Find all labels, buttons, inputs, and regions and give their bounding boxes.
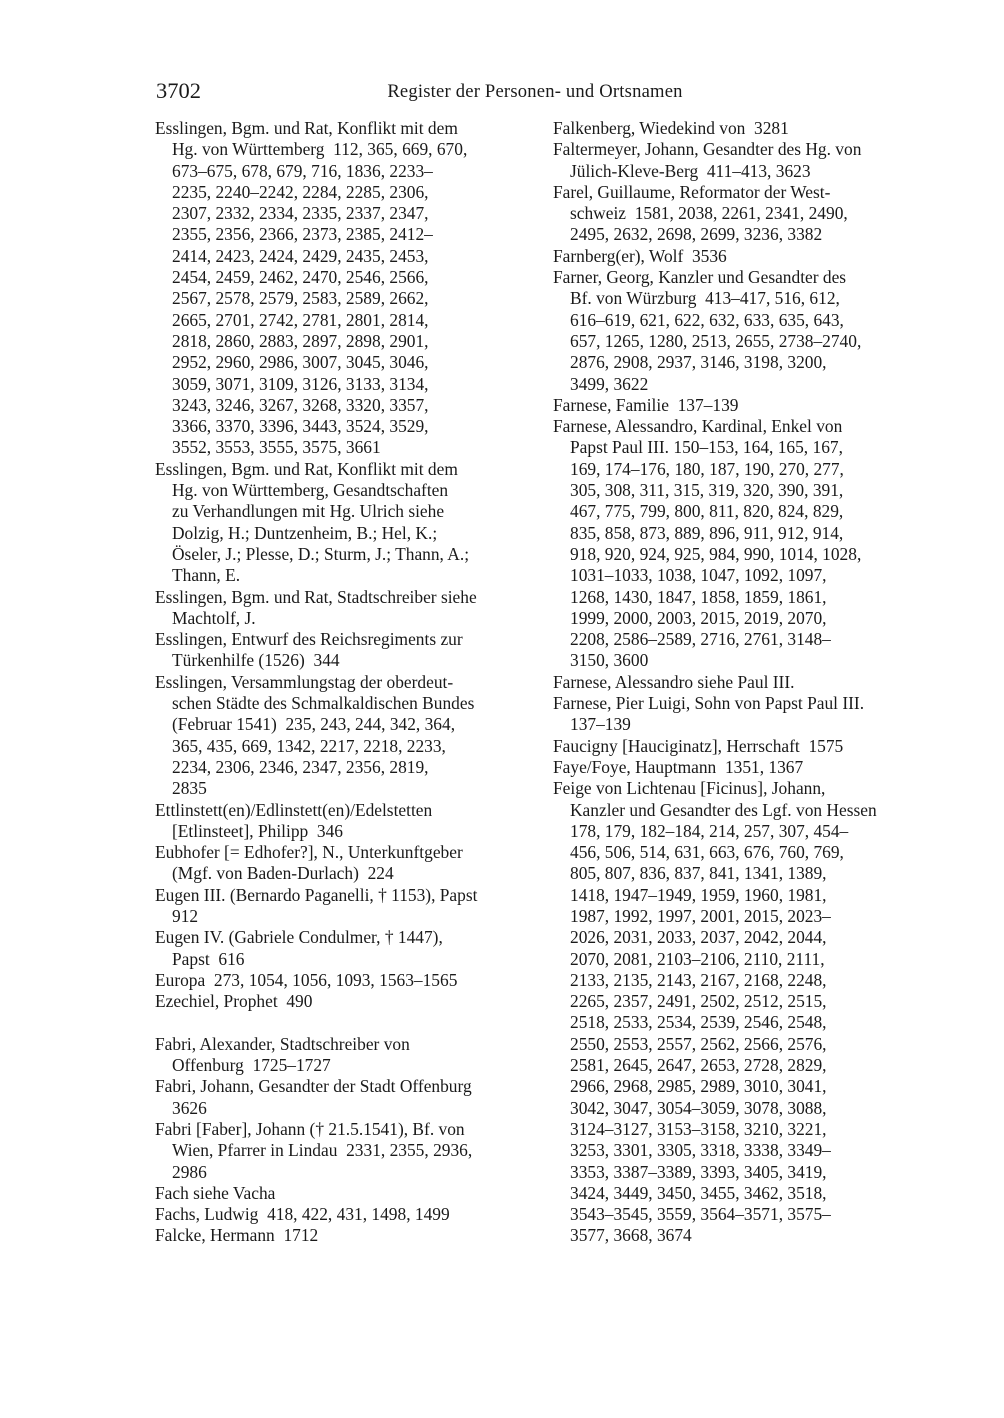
index-entry xyxy=(155,885,539,928)
index-entry xyxy=(553,118,937,139)
index-columns xyxy=(155,118,937,1247)
entry-continuation-line: 3243, 3246, 3267, 3268, 3320, 3357, xyxy=(172,394,429,415)
index-entry xyxy=(155,587,539,630)
entry-continuation-line: 2133, 2135, 2143, 2167, 2168, 2248, xyxy=(570,969,827,990)
entry-continuation-line: schen Städte des Schmalkaldischen Bundes xyxy=(172,693,475,714)
entry-continuation-line: Offenburg 1725–1727 xyxy=(172,1055,331,1076)
entry-continuation-line: 2966, 2968, 2985, 2989, 3010, 3041, xyxy=(570,1076,827,1097)
entry-first-line: Farnese, Alessandro, Kardinal, Enkel von xyxy=(553,416,843,437)
entry-continuation-line: 2581, 2645, 2647, 2653, 2728, 2829, xyxy=(570,1055,827,1076)
index-entry xyxy=(553,416,937,672)
entry-continuation-line: 2952, 2960, 2986, 3007, 3045, 3046, xyxy=(172,352,429,373)
entry-first-line: Farner, Georg, Kanzler und Gesandter des xyxy=(553,267,847,288)
index-entry xyxy=(553,267,937,395)
entry-continuation-line: 1268, 1430, 1847, 1858, 1859, 1861, xyxy=(570,586,827,607)
entry-continuation-line: Öseler, J.; Plesse, D.; Sturm, J.; Thann, A.; xyxy=(172,543,470,564)
index-entry xyxy=(553,182,937,246)
entry-continuation-line: 2234, 2306, 2346, 2347, 2356, 2819, xyxy=(172,756,429,777)
entry-continuation-line: 2567, 2578, 2579, 2583, 2589, 2662, xyxy=(172,288,429,309)
entry-first-line: Fach siehe Vacha xyxy=(155,1182,276,1203)
entry-continuation-line: 2518, 2533, 2534, 2539, 2546, 2548, xyxy=(570,1012,827,1033)
entry-first-line: Eubhofer [= Edhofer?], N., Unterkunftgeber xyxy=(155,842,463,863)
entry-continuation-line: [Etlinsteet], Philipp 346 xyxy=(172,820,343,841)
index-entry xyxy=(553,736,937,757)
entry-continuation-line: 169, 174–176, 180, 187, 190, 270, 277, xyxy=(570,458,844,479)
entry-continuation-line: 137–139 xyxy=(570,714,631,735)
running-header xyxy=(155,77,937,107)
entry-first-line: Faltermeyer, Johann, Gesandter des Hg. von xyxy=(553,139,862,160)
entry-continuation-line: Thann, E. xyxy=(172,565,241,586)
entry-first-line: Eugen III. (Bernardo Paganelli, † 1153), Papst xyxy=(155,884,478,905)
entry-continuation-line: Wien, Pfarrer in Lindau 2331, 2355, 2936, xyxy=(172,1140,473,1161)
entry-continuation-line: 2026, 2031, 2033, 2037, 2042, 2044, xyxy=(570,927,827,948)
entry-first-line: Fabri [Faber], Johann († 21.5.1541), Bf. von xyxy=(155,1118,465,1139)
entry-continuation-line: 657, 1265, 1280, 2513, 2655, 2738–2740, xyxy=(570,330,862,351)
index-entry xyxy=(155,1119,539,1183)
entry-continuation-line: 305, 308, 311, 315, 319, 320, 390, 391, xyxy=(570,480,844,501)
entry-continuation-line: 2307, 2332, 2334, 2335, 2337, 2347, xyxy=(172,203,429,224)
entry-continuation-line: 3577, 3668, 3674 xyxy=(570,1225,692,1246)
index-entry xyxy=(155,991,539,1012)
entry-first-line: Esslingen, Bgm. und Rat, Stadtschreiber siehe xyxy=(155,586,477,607)
entry-first-line: Ettlinstett(en)/Edlinstett(en)/Edelstetten xyxy=(155,799,433,820)
entry-continuation-line: zu Verhandlungen mit Hg. Ulrich siehe xyxy=(172,501,445,522)
entry-continuation-line: 2454, 2459, 2462, 2470, 2546, 2566, xyxy=(172,267,429,288)
entry-continuation-line: 3150, 3600 xyxy=(570,650,649,671)
index-entry xyxy=(155,842,539,885)
entry-first-line: Esslingen, Bgm. und Rat, Konflikt mit dem xyxy=(155,458,458,479)
entry-first-line: Farnberg(er), Wolf 3536 xyxy=(553,245,727,266)
entry-continuation-line: 3059, 3071, 3109, 3126, 3133, 3134, xyxy=(172,373,429,394)
entry-continuation-line: schweiz 1581, 2038, 2261, 2341, 2490, xyxy=(570,203,848,224)
index-entry xyxy=(155,927,539,970)
entry-first-line: Esslingen, Versammlungstag der oberdeut- xyxy=(155,671,454,692)
entry-continuation-line: 912 xyxy=(172,905,199,926)
entry-continuation-line: 835, 858, 873, 889, 896, 911, 912, 914, xyxy=(570,522,844,543)
entry-continuation-line: 3424, 3449, 3450, 3455, 3462, 3518, xyxy=(570,1182,827,1203)
entry-continuation-line: Papst Paul III. 150–153, 164, 165, 167, xyxy=(570,437,843,458)
index-entry xyxy=(155,118,539,459)
entry-continuation-line: 1987, 1992, 1997, 2001, 2015, 2023– xyxy=(570,905,831,926)
entry-first-line: Farnese, Familie 137–139 xyxy=(553,394,739,415)
entry-continuation-line: Hg. von Württemberg 112, 365, 669, 670, xyxy=(172,139,468,160)
index-entry xyxy=(553,246,937,267)
index-entry xyxy=(155,629,539,672)
entry-first-line: Farel, Guillaume, Reformator der West- xyxy=(553,181,831,202)
entry-continuation-line: Papst 616 xyxy=(172,948,245,969)
index-entry xyxy=(553,139,937,182)
entry-continuation-line: (Mgf. von Baden-Durlach) 224 xyxy=(172,863,394,884)
entry-first-line: Falkenberg, Wiedekind von 3281 xyxy=(553,118,789,138)
entry-continuation-line: 2235, 2240–2242, 2284, 2285, 2306, xyxy=(172,181,429,202)
running-title: Register der Personen- und Ortsnamen xyxy=(387,81,683,102)
entry-continuation-line: 3543–3545, 3559, 3564–3571, 3575– xyxy=(570,1204,831,1225)
index-entry xyxy=(155,672,539,800)
index-entry xyxy=(155,800,539,843)
index-entry xyxy=(155,1076,539,1119)
entry-continuation-line: 1418, 1947–1949, 1959, 1960, 1981, xyxy=(570,884,827,905)
entry-first-line: Fachs, Ludwig 418, 422, 431, 1498, 1499 xyxy=(155,1204,450,1225)
entry-continuation-line: 2070, 2081, 2103–2106, 2110, 2111, xyxy=(570,948,825,969)
entry-first-line: Farnese, Alessandro siehe Paul III. xyxy=(553,671,795,692)
entry-continuation-line: 467, 775, 799, 800, 811, 820, 824, 829, xyxy=(570,501,844,522)
entry-continuation-line: 3499, 3622 xyxy=(570,373,649,394)
entry-continuation-line: 1999, 2000, 2003, 2015, 2019, 2070, xyxy=(570,607,827,628)
entry-continuation-line: 3552, 3553, 3555, 3575, 3661 xyxy=(172,437,381,458)
entry-continuation-line: Türkenhilfe (1526) 344 xyxy=(172,650,340,671)
index-entry xyxy=(155,1183,539,1204)
index-entry xyxy=(155,970,539,991)
entry-continuation-line: 2208, 2586–2589, 2716, 2761, 3148– xyxy=(570,629,831,650)
entry-first-line: Esslingen, Bgm. und Rat, Konflikt mit dem xyxy=(155,118,458,138)
entry-continuation-line: 2550, 2553, 2557, 2562, 2566, 2576, xyxy=(570,1033,827,1054)
entry-continuation-line: Dolzig, H.; Duntzenheim, B.; Hel, K.; xyxy=(172,522,438,543)
index-entry xyxy=(155,1225,539,1246)
index-entry xyxy=(155,1204,539,1225)
index-entry xyxy=(553,778,937,1247)
entry-continuation-line: Jülich-Kleve-Berg 411–413, 3623 xyxy=(570,160,811,181)
entry-continuation-line: 3353, 3387–3389, 3393, 3405, 3419, xyxy=(570,1161,827,1182)
entry-continuation-line: 2986 xyxy=(172,1161,207,1182)
index-entry xyxy=(553,693,937,736)
entry-continuation-line: 2495, 2632, 2698, 2699, 3236, 3382 xyxy=(570,224,823,245)
index-entry xyxy=(155,459,539,587)
entry-first-line: Faye/Foye, Hauptmann 1351, 1367 xyxy=(553,756,804,777)
index-entry xyxy=(553,672,937,693)
entry-first-line: Esslingen, Entwurf des Reichsregiments zur xyxy=(155,629,463,650)
entry-first-line: Europa 273, 1054, 1056, 1093, 1563–1565 xyxy=(155,969,458,990)
entry-continuation-line: 3124–3127, 3153–3158, 3210, 3221, xyxy=(570,1118,827,1139)
entry-continuation-line: 2835 xyxy=(172,778,207,799)
index-entry xyxy=(553,395,937,416)
index-column-right xyxy=(553,118,937,1247)
entry-continuation-line: 2818, 2860, 2883, 2897, 2898, 2901, xyxy=(172,330,429,351)
entry-continuation-line: 3366, 3370, 3396, 3443, 3524, 3529, xyxy=(172,416,429,437)
index-entry xyxy=(553,757,937,778)
entry-continuation-line: 3253, 3301, 3305, 3318, 3338, 3349– xyxy=(570,1140,831,1161)
index-column-left xyxy=(155,118,539,1247)
entry-continuation-line: 2355, 2356, 2366, 2373, 2385, 2412– xyxy=(172,224,433,245)
entry-continuation-line: 1031–1033, 1038, 1047, 1092, 1097, xyxy=(570,565,827,586)
entry-continuation-line: 805, 807, 836, 837, 841, 1341, 1389, xyxy=(570,863,827,884)
entry-continuation-line: Bf. von Würzburg 413–417, 516, 612, xyxy=(570,288,840,309)
entry-continuation-line: 3626 xyxy=(172,1097,207,1118)
entry-continuation-line: 3042, 3047, 3054–3059, 3078, 3088, xyxy=(570,1097,827,1118)
entry-continuation-line: 2265, 2357, 2491, 2502, 2512, 2515, xyxy=(570,991,827,1012)
entry-continuation-line: 673–675, 678, 679, 716, 1836, 2233– xyxy=(172,160,433,181)
entry-continuation-line: 918, 920, 924, 925, 984, 990, 1014, 1028, xyxy=(570,543,862,564)
page-number: 3702 xyxy=(156,78,201,103)
entry-continuation-line: 456, 506, 514, 631, 663, 676, 760, 769, xyxy=(570,842,844,863)
entry-first-line: Eugen IV. (Gabriele Condulmer, † 1447), xyxy=(155,927,443,948)
entry-first-line: Faucigny [Hauciginatz], Herrschaft 1575 xyxy=(553,735,844,756)
entry-continuation-line: 2665, 2701, 2742, 2781, 2801, 2814, xyxy=(172,309,429,330)
entry-first-line: Fabri, Johann, Gesandter der Stadt Offenburg xyxy=(155,1076,472,1097)
entry-continuation-line: Kanzler und Gesandter des Lgf. von Hessen xyxy=(570,799,877,820)
entry-continuation-line: 616–619, 621, 622, 632, 633, 635, 643, xyxy=(570,309,844,330)
entry-continuation-line: 178, 179, 182–184, 214, 257, 307, 454– xyxy=(570,820,849,841)
entry-first-line: Feige von Lichtenau [Ficinus], Johann, xyxy=(553,778,826,799)
entry-first-line: Fabri, Alexander, Stadtschreiber von xyxy=(155,1033,410,1054)
entry-first-line: Falcke, Hermann 1712 xyxy=(155,1225,319,1246)
entry-continuation-line: (Februar 1541) 235, 243, 244, 342, 364, xyxy=(172,714,456,735)
entry-continuation-line: Machtolf, J. xyxy=(172,607,256,628)
entry-first-line: Ezechiel, Prophet 490 xyxy=(155,991,313,1012)
entry-continuation-line: 2414, 2423, 2424, 2429, 2435, 2453, xyxy=(172,245,429,266)
index-entry xyxy=(155,1034,539,1077)
entry-continuation-line: 2876, 2908, 2937, 3146, 3198, 3200, xyxy=(570,352,827,373)
entry-continuation-line: 365, 435, 669, 1342, 2217, 2218, 2233, xyxy=(172,735,446,756)
entry-first-line: Farnese, Pier Luigi, Sohn von Papst Paul III. xyxy=(553,693,865,714)
entry-continuation-line: Hg. von Württemberg, Gesandtschaften xyxy=(172,480,449,501)
